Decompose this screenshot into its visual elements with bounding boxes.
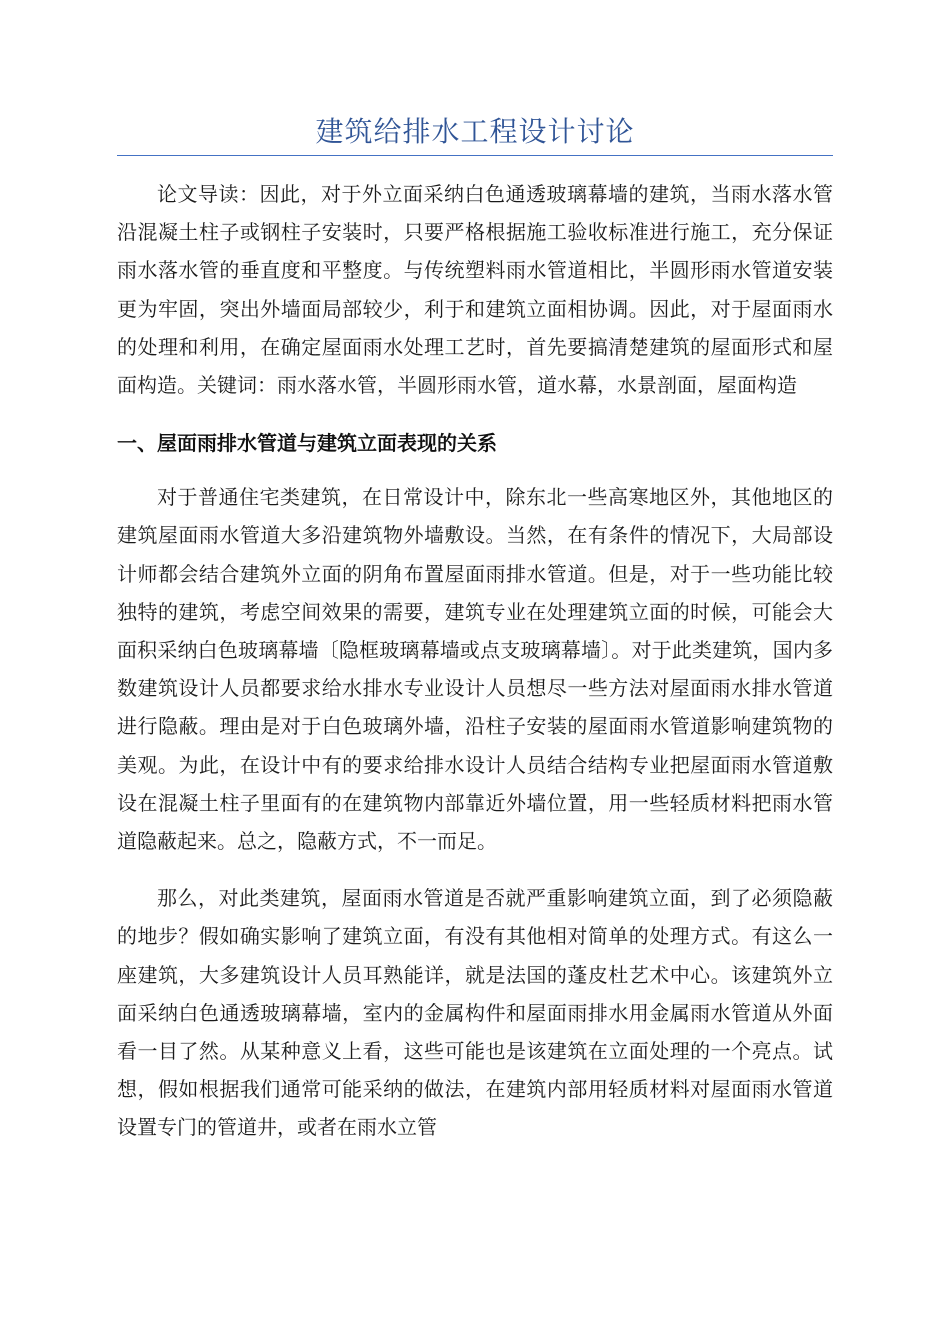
section-heading: 一、屋面雨排水管道与建筑立面表现的关系 — [117, 431, 497, 456]
title-underline — [117, 155, 833, 156]
abstract-paragraph: 论文导读：因此，对于外立面采纳白色通透玻璃幕墙的建筑，当雨水落水管沿混凝土柱子或钢柱子安装时，只要严格根据施工验收标准进行施工，充分保证雨水落水管的垂直度和平整度。与传统塑料雨水管道相比，半圆形雨水管道安装更为牢固，突出外墙面局部较少，利于和建筑立面相协调。因此，对于屋面雨水的处理和利用，在确定屋面雨水处理工艺时，首先要搞清楚建筑的屋面形式和屋面构造。关键词：雨水落水管，半圆形雨水管，道水幕，水景剖面，屋面构造 — [117, 182, 833, 398]
document-body — [117, 175, 833, 1147]
body-paragraph: 那么，对此类建筑，屋面雨水管道是否就严重影响建筑立面，到了必须隐蔽的地步？假如确实影响了建筑立面，有没有其他相对简单的处理方式。有这么一座建筑，大多建筑设计人员耳熟能详，就是法国的蓬皮杜艺术中心。该建筑外立面采纳白色通透玻璃幕墙，室内的金属构件和屋面雨排水用金属雨水管道从外面看一目了然。从某种意义上看，这些可能也是该建筑在立面处理的一个亮点。试想，假如根据我们通常可能采纳的做法，在建筑内部用轻质材料对屋面雨水管道设置专门的管道井，或者在雨水立管 — [117, 886, 833, 1140]
document-title: 建筑给排水工程设计讨论 — [315, 115, 635, 148]
body-paragraph: 对于普通住宅类建筑，在日常设计中，除东北一些高寒地区外，其他地区的建筑屋面雨水管道大多沿建筑物外墙敷设。当然，在有条件的情况下，大局部设计师都会结合建筑外立面的阴角布置屋面雨排水管道。但是，对于一些功能比较独特的建筑，考虑空间效果的需要，建筑专业在处理建筑立面的时候，可能会大面积采纳白色玻璃幕墙〔隐框玻璃幕墙或点支玻璃幕墙〕。对于此类建筑，国内多数建筑设计人员都要求给水排水专业设计人员想尽一些方法对屋面雨水排水管道进行隐蔽。理由是对于白色玻璃外墙，沿柱子安装的屋面雨水管道影响建筑物的美观。为此，在设计中有的要求给排水设计人员结合结构专业把屋面雨水管道敷设在混凝土柱子里面有的在建筑物内部靠近外墙位置，用一些轻质材料把雨水管道隐蔽起来。总之，隐蔽方式，不一而足。 — [117, 485, 833, 854]
